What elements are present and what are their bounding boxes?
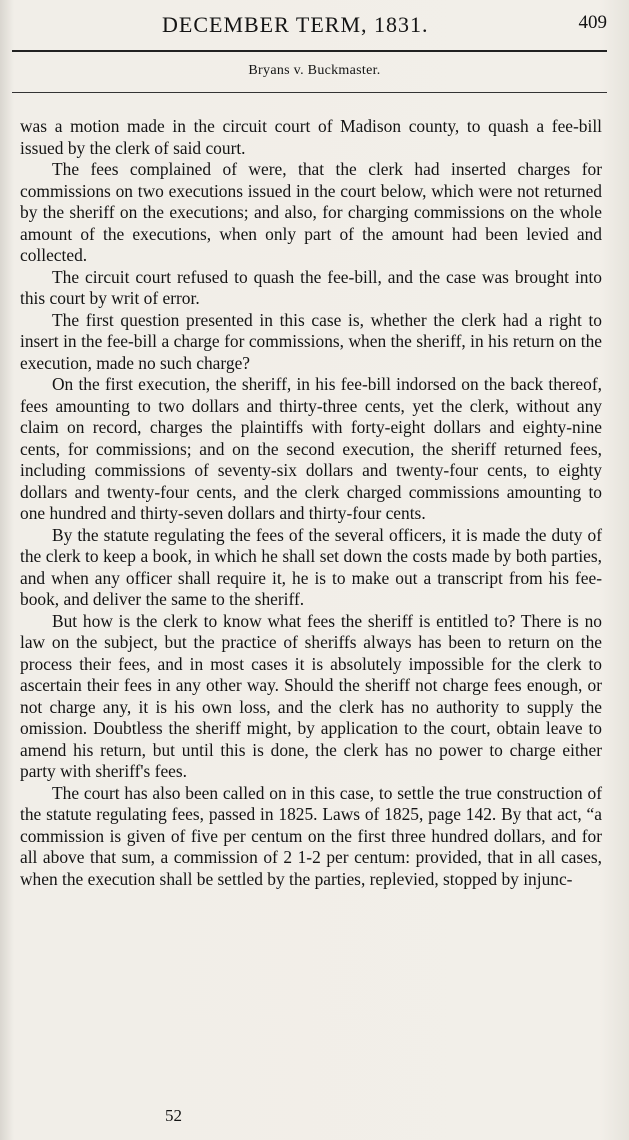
- paragraph: The first question presented in this case is, whether the clerk had a right to insert in the fee-bill a charge for commissions, when the sheriff, in his return on the execution, made no such charge?: [20, 309, 602, 373]
- term-title: DECEMBER TERM, 1831.: [162, 12, 429, 37]
- caption-rule: [12, 92, 607, 93]
- paragraph: was a motion made in the circuit court of Madison county, to quash a fee-bill issued by the clerk of said court.: [20, 116, 602, 158]
- paragraph: By the statute regulating the fees of the several officers, it is made the duty of the clerk to keep a book, in which he shall set down the costs made by both parties, and when any officer shall require it, he is to make out a transcript from his fee-book, and deliver the same to the sheriff.: [20, 524, 602, 609]
- body-text: [20, 116, 602, 890]
- paragraph: On the first execution, the sheriff, in his fee-bill indorsed on the back thereof, fees amounting to two dollars and thirty-three cents, yet the clerk, without any claim on record, charges the plaintiffs with forty-eight dollars and eighty-nine cents, for commissions; and on the second execution, the sheriff returned fees, including commissions of seventy-six dollars and twenty-four cents, to eighty dollars and twenty-four cents, and the clerk charged commissions amounting to one hundred and thirty-seven dollars and thirty-four cents.: [20, 374, 602, 523]
- paragraph: The circuit court refused to quash the fee-bill, and the case was brought into this court by writ of error.: [20, 266, 602, 308]
- paragraph: The court has also been called on in this case, to settle the true construction of the statute regulating fees, passed in 1825. Laws of 1825, page 142. By that act, “a commission is given of five per centum on the first three hundred dollars, and for all above that sum, a commission of 2 1-2 per centum: provided, that in all cases, when the execution shall be settled by the parties, replevied, stopped by injunc-: [20, 782, 602, 889]
- paragraph: But how is the clerk to know what fees the sheriff is entitled to? There is no law on the subject, but the practice of sheriffs always has been to return on the process their fees, and in most cases it is absolutely impossible for the clerk to ascertain their fees in any other way. Should the sheriff not charge fees enough, or not charge any, it is his own loss, and the clerk has no authority to supply the omission. Doubtless the sheriff might, by application to the court, obtain leave to amend his return, but until this is done, the clerk has no power to charge either party with sheriff's fees.: [20, 610, 602, 781]
- header-rule: [12, 50, 607, 52]
- case-caption: Bryans v. Buckmaster.: [248, 63, 381, 78]
- paragraph: The fees complained of were, that the clerk had inserted charges for commissions on two executions issued in the court below, which were not returned by the sheriff on the executions; and also, for charging commissions on the whole amount of the executions, when only part of the amount had been levied and collected.: [20, 159, 602, 265]
- signature-mark: 52: [165, 1106, 182, 1125]
- running-head: [22, 8, 609, 38]
- page-number: 409: [578, 12, 607, 33]
